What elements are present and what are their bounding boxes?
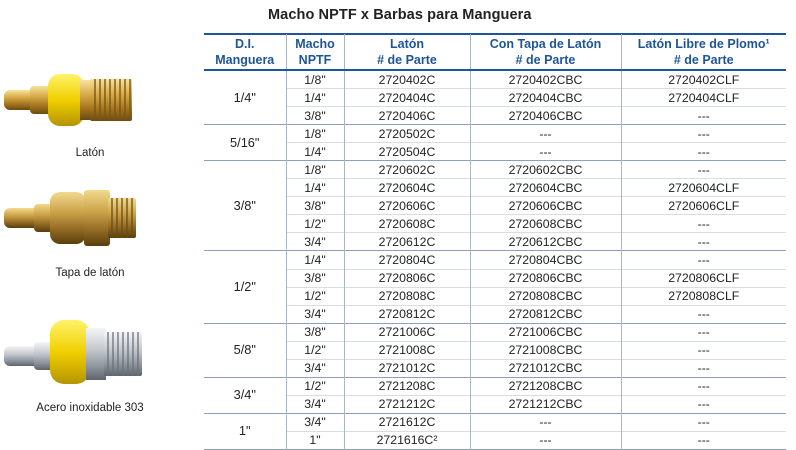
- lead-free-part-cell: 2720808CLF: [621, 287, 786, 305]
- table-row: [204, 413, 786, 431]
- brass-cap-part-cell: 2721008CBC: [470, 341, 621, 359]
- male-size-cell: 3/8": [286, 197, 344, 215]
- lead-free-part-cell: ---: [621, 377, 786, 395]
- brass-cap-part-cell: 2720602CBC: [470, 161, 621, 179]
- male-size-cell: 3/4": [286, 233, 344, 251]
- male-size-cell: 1": [286, 431, 344, 449]
- brass-cap-part-cell: 2720806CBC: [470, 269, 621, 287]
- table-body: [204, 70, 786, 449]
- male-size-cell: 3/4": [286, 413, 344, 431]
- brass-part-cell: 2720808C: [344, 287, 470, 305]
- header-brass-cap: Con Tapa de Latón # de Parte: [470, 34, 621, 70]
- male-size-cell: 3/8": [286, 107, 344, 125]
- table-row: [204, 143, 786, 161]
- product-brass-cap: [0, 170, 200, 290]
- lead-free-part-cell: ---: [621, 215, 786, 233]
- product-caption: Acero inoxidable 303: [36, 402, 144, 414]
- brass-fitting-image: [0, 52, 140, 152]
- brass-part-cell: 2720402C: [344, 70, 470, 89]
- lead-free-part-cell: ---: [621, 413, 786, 431]
- male-size-cell: 1/2": [286, 215, 344, 233]
- brass-part-cell: 2721212C: [344, 395, 470, 413]
- hose-id-cell: 1/4": [233, 89, 256, 105]
- brass-cap-part-cell: 2720402CBC: [470, 70, 621, 89]
- male-size-cell: 3/8": [286, 323, 344, 341]
- lead-free-part-cell: 2720604CLF: [621, 179, 786, 197]
- table-row: [204, 107, 786, 125]
- hose-id-cell: 1": [238, 423, 251, 439]
- table-row: [204, 215, 786, 233]
- table-row: [204, 233, 786, 251]
- male-size-cell: 1/2": [286, 287, 344, 305]
- header-brass: Latón # de Parte: [344, 34, 470, 70]
- brass-part-cell: 2721612C: [344, 413, 470, 431]
- table-row: [204, 161, 786, 179]
- male-size-cell: 3/8": [286, 269, 344, 287]
- male-size-cell: 1/2": [286, 341, 344, 359]
- lead-free-part-cell: ---: [621, 305, 786, 323]
- header-male-nptf: Macho NPTF: [286, 34, 344, 70]
- table-row: [204, 251, 786, 269]
- table-row: [204, 179, 786, 197]
- male-size-cell: 1/8": [286, 161, 344, 179]
- brass-part-cell: 2721616C²: [344, 431, 470, 449]
- product-brass: [0, 40, 200, 170]
- table-row: [204, 323, 786, 341]
- brass-part-cell: 2720806C: [344, 269, 470, 287]
- table-header-row: [204, 34, 786, 70]
- male-size-cell: 1/4": [286, 143, 344, 161]
- lead-free-part-cell: ---: [621, 341, 786, 359]
- brass-part-cell: 2721006C: [344, 323, 470, 341]
- hose-id-cell: 3/8": [233, 197, 256, 213]
- brass-part-cell: 2721008C: [344, 341, 470, 359]
- lead-free-part-cell: ---: [621, 161, 786, 179]
- lead-free-part-cell: ---: [621, 233, 786, 251]
- product-caption: Tapa de latón: [55, 267, 125, 279]
- male-size-cell: 1/4": [286, 89, 344, 107]
- brass-cap-part-cell: 2721012CBC: [470, 359, 621, 377]
- table-row: [204, 341, 786, 359]
- brass-cap-part-cell: 2720608CBC: [470, 215, 621, 233]
- table-row: [204, 70, 786, 89]
- lead-free-part-cell: 2720806CLF: [621, 269, 786, 287]
- lead-free-part-cell: ---: [621, 323, 786, 341]
- brass-cap-part-cell: 2721208CBC: [470, 377, 621, 395]
- lead-free-part-cell: ---: [621, 431, 786, 449]
- table-row: [204, 359, 786, 377]
- lead-free-part-cell: ---: [621, 107, 786, 125]
- table-row: [204, 125, 786, 143]
- brass-cap-part-cell: 2720612CBC: [470, 233, 621, 251]
- hose-id-cell: 3/4": [233, 387, 256, 403]
- brass-part-cell: 2720406C: [344, 107, 470, 125]
- brass-part-cell: 2720812C: [344, 305, 470, 323]
- male-size-cell: 1/4": [286, 179, 344, 197]
- table-row: [204, 395, 786, 413]
- lead-free-part-cell: ---: [621, 143, 786, 161]
- table-row: [204, 431, 786, 449]
- brass-part-cell: 2720608C: [344, 215, 470, 233]
- brass-cap-part-cell: 2720404CBC: [470, 89, 621, 107]
- brass-cap-part-cell: 2720804CBC: [470, 251, 621, 269]
- brass-cap-part-cell: 2721006CBC: [470, 323, 621, 341]
- brass-cap-part-cell: ---: [470, 143, 621, 161]
- brass-cap-part-cell: 2720812CBC: [470, 305, 621, 323]
- table-row: [204, 287, 786, 305]
- brass-part-cell: 2721012C: [344, 359, 470, 377]
- brass-cap-part-cell: 2721212CBC: [470, 395, 621, 413]
- hose-id-cell: 5/16": [230, 134, 260, 150]
- product-stainless: [0, 300, 200, 437]
- page-title: Macho NPTF x Barbas para Manguera: [268, 7, 532, 23]
- parts-table: [204, 34, 786, 450]
- brass-cap-part-cell: 2720604CBC: [470, 179, 621, 197]
- brass-part-cell: 2720404C: [344, 89, 470, 107]
- brass-part-cell: 2720606C: [344, 197, 470, 215]
- lead-free-part-cell: ---: [621, 251, 786, 269]
- brass-cap-part-cell: ---: [470, 431, 621, 449]
- brass-part-cell: 2721208C: [344, 377, 470, 395]
- brass-part-cell: 2720504C: [344, 143, 470, 161]
- brass-cap-part-cell: ---: [470, 125, 621, 143]
- brass-part-cell: 2720804C: [344, 251, 470, 269]
- brass-cap-part-cell: 2720606CBC: [470, 197, 621, 215]
- brass-part-cell: 2720604C: [344, 179, 470, 197]
- product-column: [0, 0, 200, 437]
- lead-free-part-cell: 2720402CLF: [621, 70, 786, 89]
- male-size-cell: 3/4": [286, 395, 344, 413]
- male-size-cell: 1/2": [286, 377, 344, 395]
- brass-cap-part-cell: 2720406CBC: [470, 107, 621, 125]
- male-size-cell: 1/8": [286, 125, 344, 143]
- brass-cap-part-cell: 2720808CBC: [470, 287, 621, 305]
- header-lead-free: Latón Libre de Plomo¹ # de Parte: [621, 34, 786, 70]
- lead-free-part-cell: ---: [621, 395, 786, 413]
- male-size-cell: 1/4": [286, 251, 344, 269]
- male-size-cell: 1/8": [286, 70, 344, 89]
- stainless-fitting-image: [0, 306, 150, 401]
- lead-free-part-cell: 2720404CLF: [621, 89, 786, 107]
- hose-id-cell: 1/2": [233, 279, 256, 295]
- lead-free-part-cell: ---: [621, 359, 786, 377]
- table-row: [204, 89, 786, 107]
- table-row: [204, 269, 786, 287]
- brass-cap-fitting-image: [0, 174, 140, 264]
- header-hose-id: D.I. Manguera: [215, 36, 275, 67]
- lead-free-part-cell: ---: [621, 125, 786, 143]
- brass-part-cell: 2720612C: [344, 233, 470, 251]
- male-size-cell: 3/4": [286, 305, 344, 323]
- table-row: [204, 197, 786, 215]
- hose-id-cell: 5/8": [233, 342, 256, 358]
- brass-part-cell: 2720502C: [344, 125, 470, 143]
- table-row: [204, 377, 786, 395]
- male-size-cell: 3/4": [286, 359, 344, 377]
- lead-free-part-cell: 2720606CLF: [621, 197, 786, 215]
- brass-cap-part-cell: ---: [470, 413, 621, 431]
- product-caption: Latón: [75, 147, 105, 159]
- table-row: [204, 305, 786, 323]
- brass-part-cell: 2720602C: [344, 161, 470, 179]
